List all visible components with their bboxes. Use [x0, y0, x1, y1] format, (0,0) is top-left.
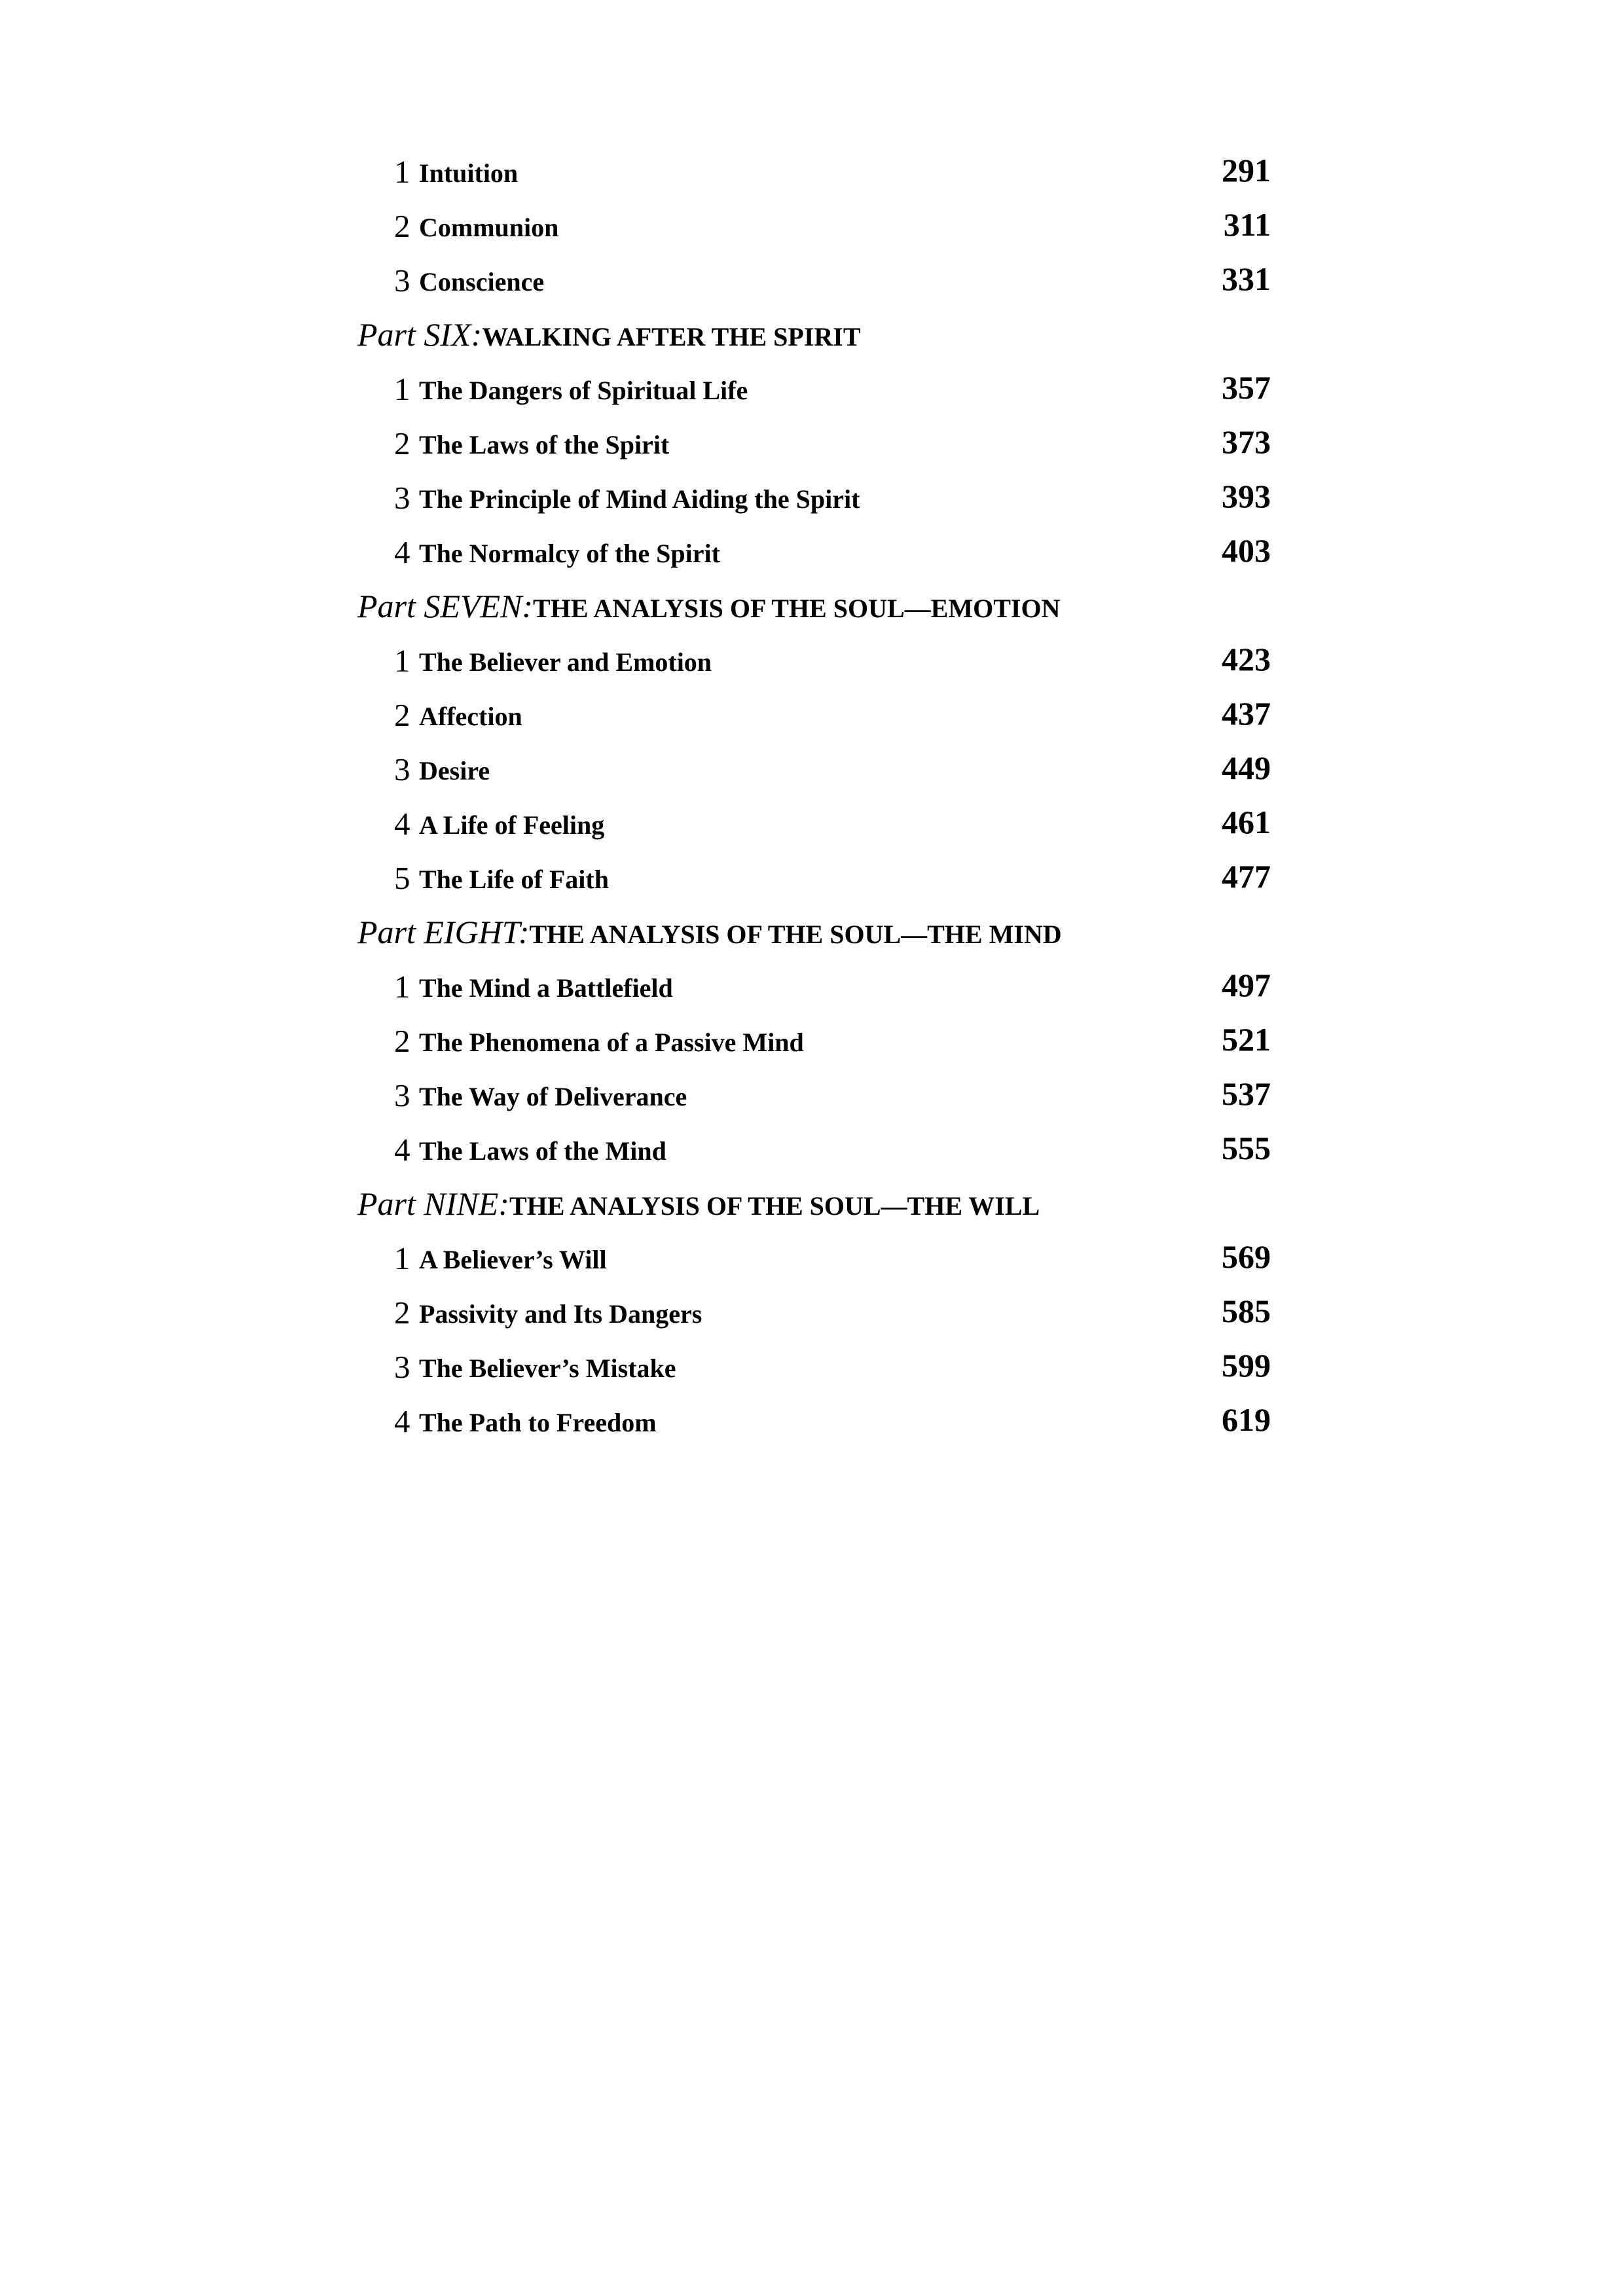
chapter-title: Desire — [419, 756, 490, 785]
toc-entry[interactable] — [0, 632, 1623, 686]
chapter-number: 1 — [394, 643, 410, 679]
part-title: THE ANALYSIS OF THE SOUL—EMOTION — [533, 594, 1061, 623]
chapter-title: The Laws of the Spirit — [419, 430, 670, 459]
part-heading — [0, 306, 1623, 360]
part-heading-text — [357, 1187, 1040, 1220]
chapter-number: 2 — [394, 1023, 410, 1059]
chapter-title: Passivity and Its Dangers — [419, 1299, 702, 1329]
page-number: 497 — [1222, 967, 1271, 1003]
toc-entry[interactable] — [0, 360, 1623, 414]
part-title: WALKING AFTER THE SPIRIT — [482, 322, 861, 351]
chapter-title: The Dangers of Spiritual Life — [419, 376, 748, 405]
chapter-number: 4 — [394, 806, 410, 842]
page-number: 537 — [1222, 1075, 1271, 1112]
chapter-number: 3 — [394, 1349, 410, 1385]
chapter-number: 4 — [394, 534, 410, 570]
chapter-number: 4 — [394, 1132, 410, 1168]
toc-entry[interactable] — [0, 1012, 1623, 1066]
page-number: 477 — [1222, 858, 1271, 895]
toc-entry[interactable] — [0, 1392, 1623, 1446]
page-number: 393 — [1222, 478, 1271, 514]
chapter-number: 1 — [394, 1240, 410, 1276]
page-number: 461 — [1222, 804, 1271, 840]
chapter-title: Conscience — [419, 267, 545, 296]
toc-entry[interactable] — [0, 1338, 1623, 1392]
page-number: 291 — [1222, 152, 1271, 188]
chapter-title: Intuition — [419, 158, 519, 188]
part-heading — [0, 1175, 1623, 1229]
chapter-title: The Mind a Battlefield — [419, 973, 673, 1003]
chapter-number: 1 — [394, 154, 410, 190]
chapter-title: The Believer and Emotion — [419, 647, 712, 677]
toc-entry[interactable] — [0, 740, 1623, 795]
chapter-title: The Normalcy of the Spirit — [419, 539, 720, 568]
toc-entry[interactable] — [0, 1229, 1623, 1283]
chapter-title: A Believer’s Will — [419, 1245, 607, 1274]
part-title: THE ANALYSIS OF THE SOUL—THE MIND — [529, 920, 1062, 949]
chapter-title: The Way of Deliverance — [419, 1082, 687, 1111]
part-label: Part NINE: — [357, 1185, 509, 1222]
chapter-title: Affection — [419, 702, 522, 731]
chapter-number: 3 — [394, 1077, 410, 1113]
page-number: 357 — [1222, 369, 1271, 406]
chapter-title: The Laws of the Mind — [419, 1136, 666, 1166]
chapter-title: The Phenomena of a Passive Mind — [419, 1028, 804, 1057]
toc-entry[interactable] — [0, 958, 1623, 1012]
part-heading-text — [357, 318, 861, 351]
toc-entry[interactable] — [0, 1121, 1623, 1175]
part-label: Part EIGHT: — [357, 914, 530, 950]
part-heading — [0, 903, 1623, 958]
toc-entry[interactable] — [0, 414, 1623, 469]
toc-entry[interactable] — [0, 143, 1623, 197]
part-title: THE ANALYSIS OF THE SOUL—THE WILL — [509, 1191, 1040, 1221]
toc-entry[interactable] — [0, 795, 1623, 849]
page-number: 599 — [1222, 1347, 1271, 1384]
page-number: 619 — [1222, 1401, 1271, 1438]
chapter-title: The Path to Freedom — [419, 1408, 657, 1437]
chapter-number: 2 — [394, 697, 410, 733]
toc-entry[interactable] — [0, 469, 1623, 523]
page-number: 423 — [1222, 641, 1271, 677]
chapter-title: The Principle of Mind Aiding the Spirit — [419, 484, 860, 514]
chapter-number: 3 — [394, 262, 410, 298]
page-number: 555 — [1222, 1130, 1271, 1166]
page-number: 311 — [1223, 206, 1271, 243]
chapter-number: 1 — [394, 969, 410, 1005]
chapter-number: 1 — [394, 371, 410, 407]
part-label: Part SEVEN: — [357, 588, 534, 624]
chapter-number: 2 — [394, 208, 410, 244]
chapter-title: The Believer’s Mistake — [419, 1354, 676, 1383]
part-label: Part SIX: — [357, 316, 483, 353]
chapter-title: The Life of Faith — [419, 865, 609, 894]
chapter-number: 3 — [394, 751, 410, 787]
page-number: 437 — [1222, 695, 1271, 732]
toc-entry[interactable] — [0, 251, 1623, 306]
toc-entry[interactable] — [0, 1066, 1623, 1121]
chapter-title: A Life of Feeling — [419, 810, 605, 840]
chapter-number: 3 — [394, 480, 410, 516]
part-heading-text — [357, 590, 1060, 622]
page-number: 373 — [1222, 423, 1271, 460]
part-heading — [0, 577, 1623, 632]
chapter-title: Communion — [419, 213, 559, 242]
page-number: 403 — [1222, 532, 1271, 569]
page-number: 521 — [1222, 1021, 1271, 1058]
chapter-number: 4 — [394, 1403, 410, 1439]
toc-entry[interactable] — [0, 197, 1623, 251]
toc-entry[interactable] — [0, 849, 1623, 903]
chapter-number: 2 — [394, 1295, 410, 1331]
chapter-number: 2 — [394, 425, 410, 461]
page-number: 569 — [1222, 1238, 1271, 1275]
page-number: 585 — [1222, 1293, 1271, 1329]
part-heading-text — [357, 916, 1062, 948]
page-number: 331 — [1222, 260, 1271, 297]
chapter-number: 5 — [394, 860, 410, 896]
toc-entry[interactable] — [0, 523, 1623, 577]
page-number: 449 — [1222, 749, 1271, 786]
toc-entry[interactable] — [0, 686, 1623, 740]
toc-entry[interactable] — [0, 1283, 1623, 1338]
